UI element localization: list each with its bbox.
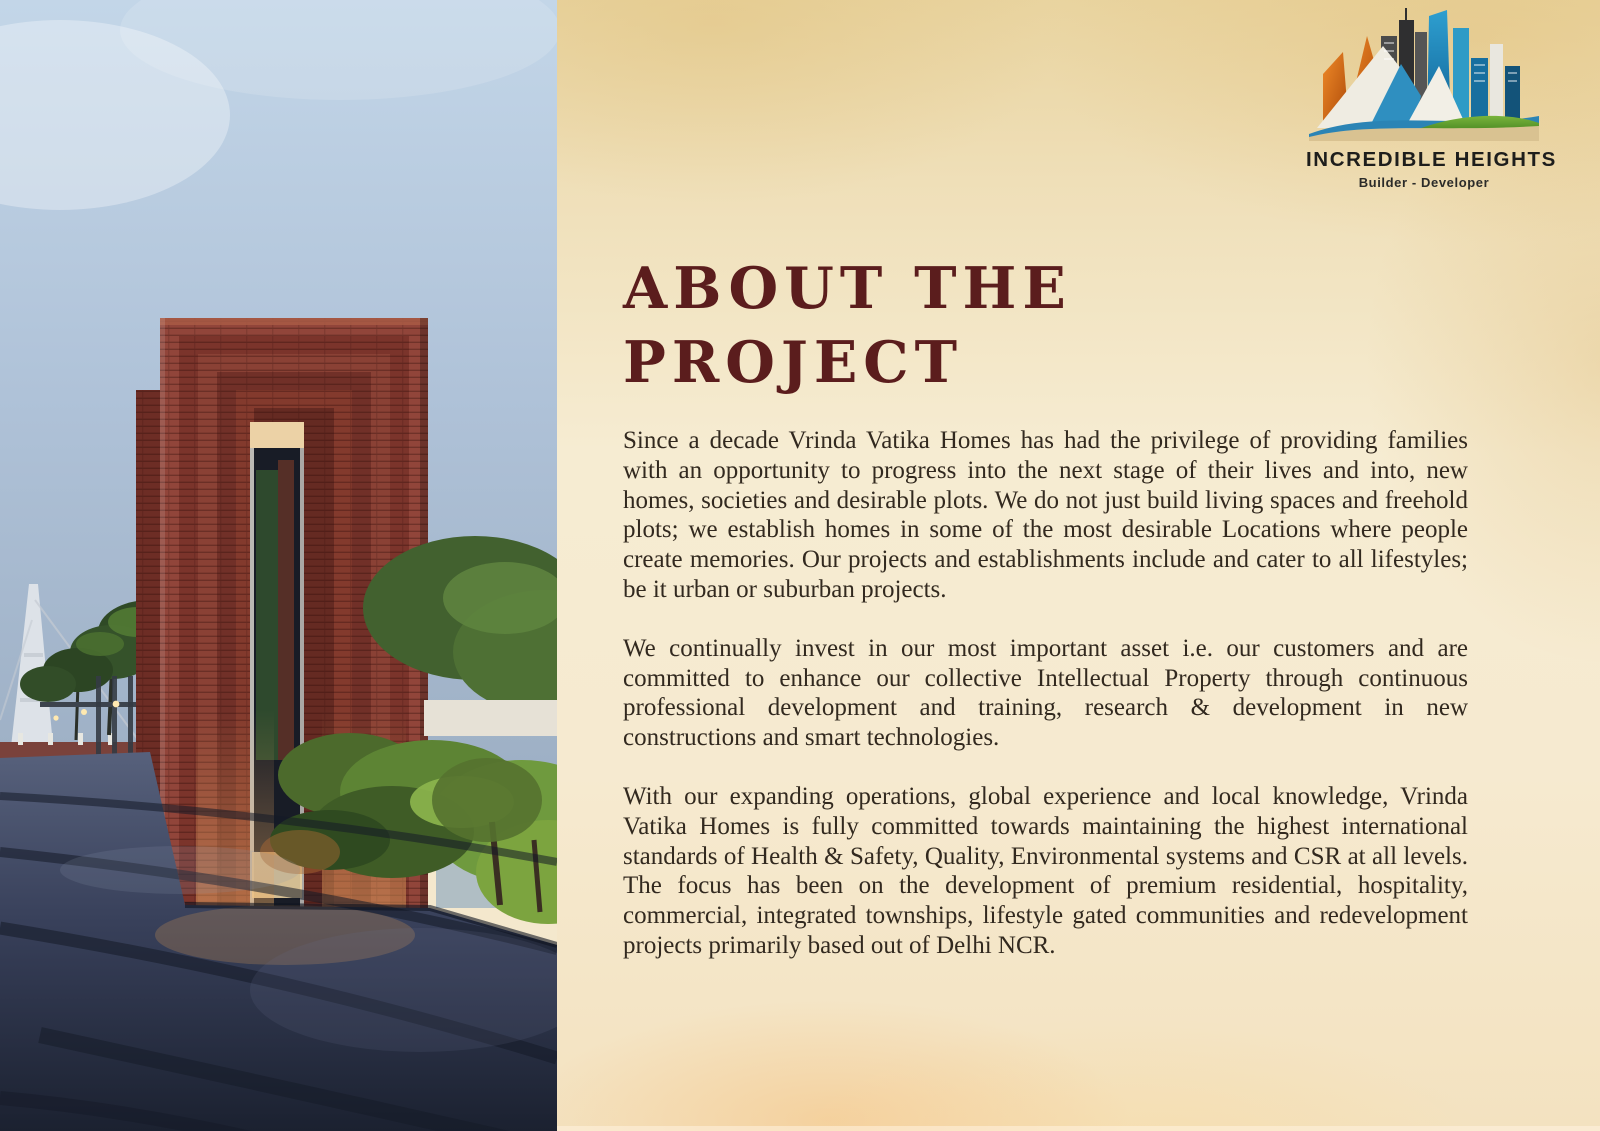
project-photo [0, 0, 557, 1131]
brand-name: INCREDIBLE HEIGHTS [1306, 148, 1557, 171]
city-skyline-mountains-logo-icon [1309, 6, 1539, 141]
about-paragraphs [623, 426, 1468, 961]
brand-tagline: Builder - Developer [1358, 175, 1490, 190]
about-content [557, 252, 1600, 961]
brand-logo [1306, 6, 1557, 190]
about-panel [557, 0, 1600, 1131]
about-paragraph-1: Since a decade Vrinda Vatika Homes has had the privilege of providing families with an opportunity to progress into the next stage of their lives and into, new homes, societies and desirable plots. We do not just build living spaces and freehold plots; we establish homes in some of the most desirable Locations where people create memories. Our projects and establishments include and cater to all lifestyles; be it urban or suburban projects. [623, 427, 1468, 603]
page-title [623, 252, 1468, 400]
about-paragraph-3: With our expanding operations, global experience and local knowledge, Vrinda Vatika Homes is fully committed towards maintaining the highest international standards of Health & Safety, Quality, Environmental systems and CSR at all levels. The focus has been on the development of premium residential, hospitality, commercial, integrated townships, lifestyle gated communities and redevelopment projects primarily based out of Delhi NCR. [623, 782, 1468, 959]
page-title-line1: ABOUT THE [623, 255, 1072, 322]
about-paragraph-2: We continually invest in our most important asset i.e. our customers and are committed to enhance our collective Intellectual Property through continuous professional development and training, research & development in new constructions and smart technologies. [623, 634, 1468, 752]
page-title-line2: PROJECT [623, 329, 964, 396]
project-photo-illustration [0, 0, 557, 1131]
